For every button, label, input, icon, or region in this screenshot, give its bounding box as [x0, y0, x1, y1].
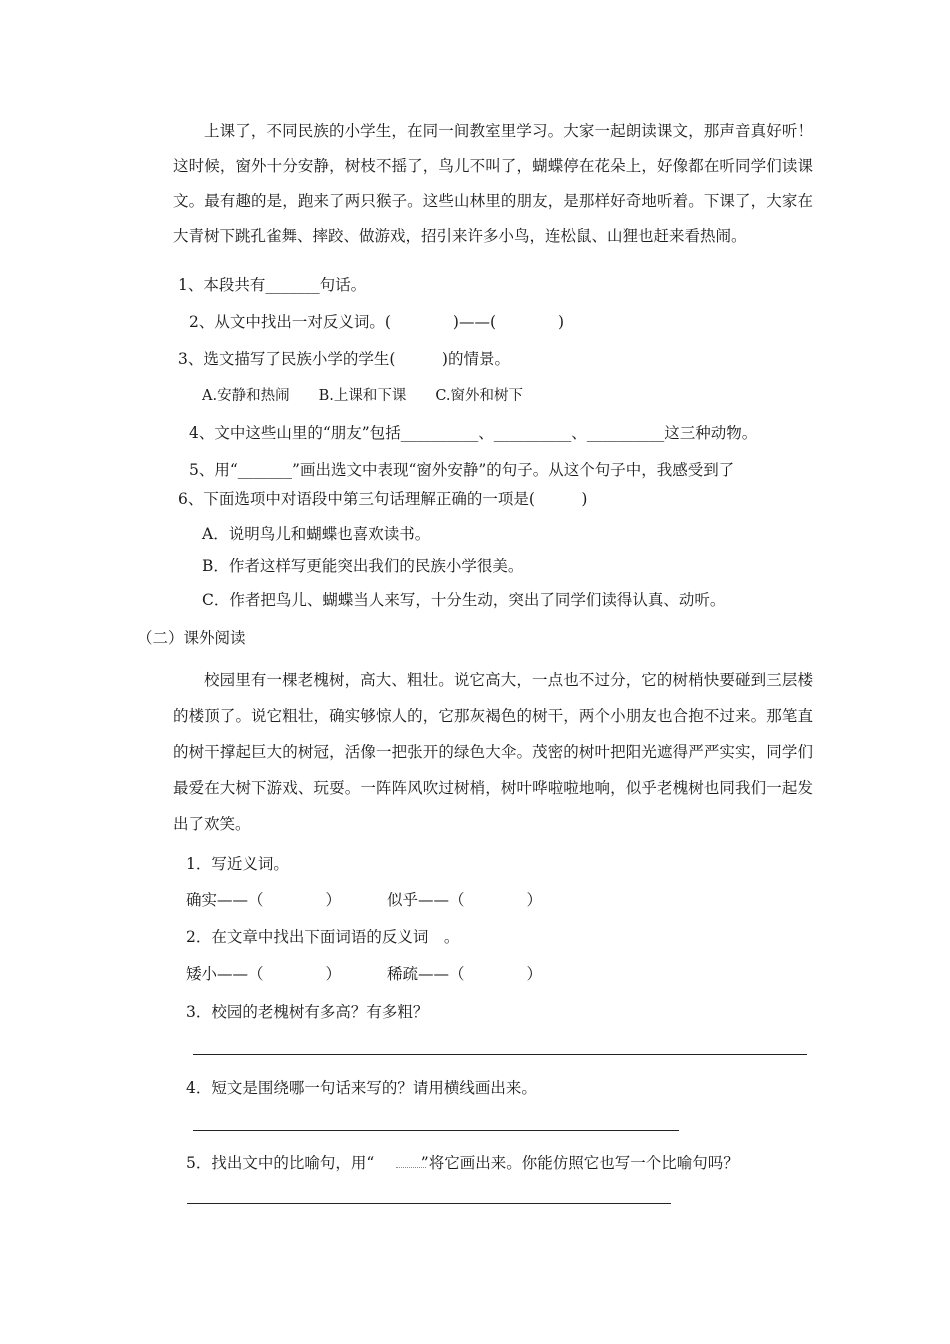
question-1-3: 3、选文描写了民族小学的学生( )的情景。	[178, 350, 510, 368]
question-2-3: 3．校园的老槐树有多高？有多粗？	[186, 1003, 429, 1021]
question-1-6-option-a: A．说明鸟儿和蝴蝶也喜欢读书。	[202, 525, 431, 543]
question-1-6-option-c: C．作者把鸟儿、蝴蝶当人来写，十分生动，突出了同学们读得认真、动听。	[202, 591, 726, 609]
answer-line-5[interactable]	[187, 1203, 671, 1204]
question-1-2: 2、从文中找出一对反义词。( )——( )	[189, 313, 565, 331]
question-1-6-option-b: B．作者这样写更能突出我们的民族小学很美。	[202, 557, 524, 575]
answer-line-3[interactable]	[193, 1054, 807, 1055]
question-2-2-item-b: 稀疏——（ ）	[387, 965, 543, 983]
question-1-3-options: A.安静和热闹 B.上课和下课 C.窗外和树下	[202, 388, 524, 404]
question-1-1: 1、本段共有_______句话。	[178, 276, 367, 294]
answer-line-4[interactable]	[193, 1130, 679, 1131]
question-2-2-item-a: 矮小——（ ）	[186, 965, 342, 983]
question-2-4: 4．短文是围绕哪一句话来写的？请用横线画出来。	[186, 1079, 537, 1097]
question-1-5: 5、用“_______”画出选文中表现“窗外安静”的句子。从这个句子中，我感受到了	[189, 461, 735, 479]
question-2-1-item-a: 确实——（ ）	[186, 891, 342, 909]
wavy-underline-sample	[396, 1167, 426, 1168]
question-2-1: 1．写近义词。	[186, 855, 289, 873]
question-2-5: 5．找出文中的比喻句，用“ ”将它画出来。你能仿照它也写一个比喻句吗？	[186, 1154, 739, 1172]
question-2-2: 2．在文章中找出下面词语的反义词 。	[186, 928, 460, 946]
reading-passage-1: 上课了，不同民族的小学生，在同一间教室里学习。大家一起朗读课文，那声音真好听！这时候，窗外十分安静，树枝不摇了，鸟儿不叫了，蝴蝶停在花朵上，好像都在听同学们读课文。最有趣的是，跑来了两只猴子。这些山林里的朋友，是那样好奇地听着。下课了，大家在大青树下跳孔雀舞、摔跤、做游戏，招引来许多小鸟，连松鼠、山狸也赶来看热闹。	[173, 122, 813, 245]
section-2-title: （二）课外阅读	[137, 629, 246, 647]
question-1-6: 6、下面选项中对语段中第三句话理解正确的一项是( )	[178, 490, 588, 508]
question-1-4: 4、文中这些山里的“朋友”包括__________、__________、__________这三种动物。	[189, 424, 758, 442]
reading-passage-2: 校园里有一棵老槐树，高大、粗壮。说它高大，一点也不过分，它的树梢快要碰到三层楼的楼顶了。说它粗壮，确实够惊人的，它那灰褐色的树干，两个小朋友也合抱不过来。那笔直的树干撑起巨大的树冠，活像一把张开的绿色大伞。茂密的树叶把阳光遮得严严实实，同学们最爱在大树下游戏、玩耍。一阵阵风吹过树梢，树叶哗啦啦地响，似乎老槐树也同我们一起发出了欢笑。	[173, 671, 813, 833]
question-2-1-item-b: 似乎——（ ）	[387, 891, 543, 909]
